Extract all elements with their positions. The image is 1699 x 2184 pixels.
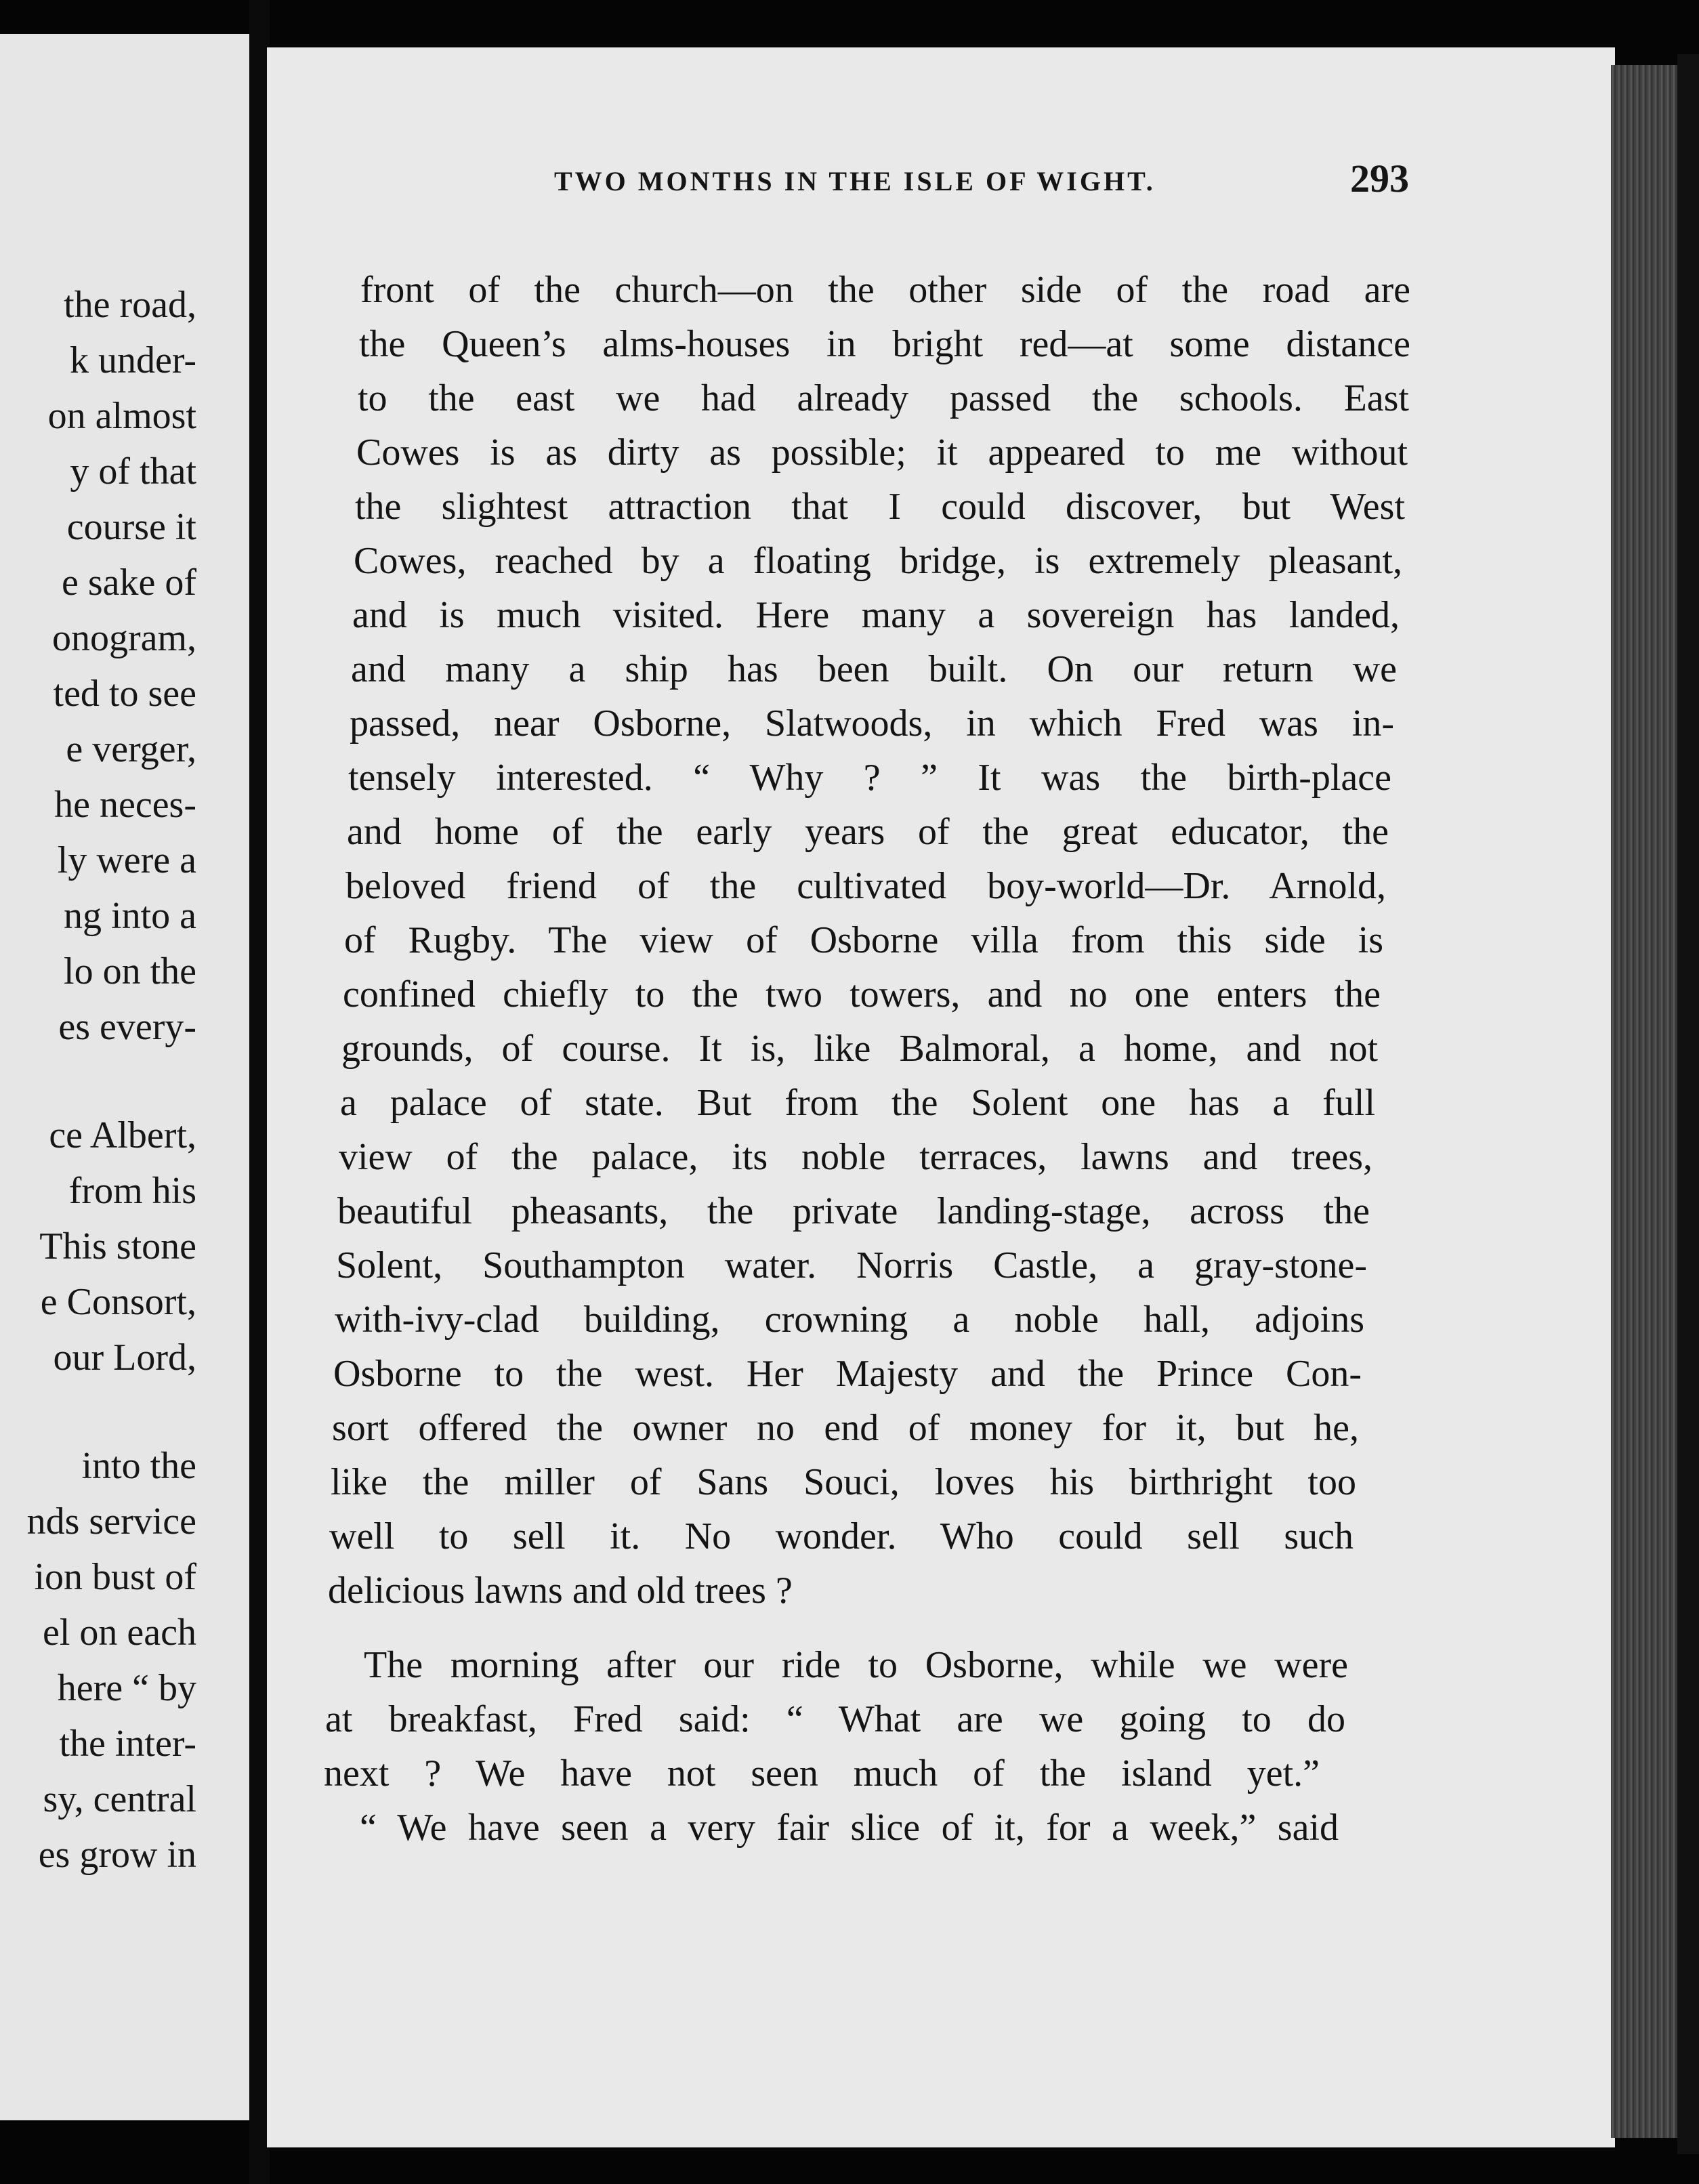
body-line: view of the palace, its noble terraces, lawns and trees, [339, 1136, 1372, 1178]
body-line: passed, near Osborne, Slatwoods, in which Fred was in- [350, 702, 1394, 744]
left-page-line: our Lord, [53, 1337, 196, 1379]
body-line: Solent, Southampton water. Norris Castle, a gray-stone- [336, 1244, 1367, 1286]
left-page-line: e sake of [61, 562, 196, 604]
left-page-line: lo on the [64, 950, 196, 992]
left-page-line: ion bust of [34, 1556, 196, 1598]
body-line: with-ivy-clad building, crowning a noble hall, adjoins [335, 1299, 1364, 1341]
left-page-line: the road, [64, 284, 196, 326]
left-page-line: e verger, [66, 728, 196, 770]
left-page-line: the inter- [59, 1723, 196, 1765]
body-line: and home of the early years of the great educator, the [347, 811, 1389, 853]
left-page-line: ng into a [64, 895, 196, 937]
left-page-line: ly were a [57, 839, 196, 881]
body-line: the slightest attraction that I could discover, but West [355, 486, 1405, 528]
left-page-line: nds service [26, 1500, 196, 1542]
body-line: “ We have seen a very fair slice of it, for a week,” said [360, 1807, 1339, 1849]
body-line: delicious lawns and old trees ? [328, 1570, 793, 1612]
running-head-title: TWO MONTHS IN THE ISLE OF WIGHT. [554, 166, 1156, 196]
body-line: beautiful pheasants, the private landing-stage, across the [337, 1190, 1370, 1232]
left-page-line: es every- [58, 1006, 196, 1048]
left-page-line: sy, central [43, 1778, 196, 1820]
left-page-line: here “ by [57, 1667, 196, 1709]
body-line: like the miller of Sans Souci, loves his birthright too [331, 1461, 1356, 1503]
body-line: beloved friend of the cultivated boy-world—Dr. Arnold, [345, 865, 1386, 907]
body-line: and many a ship has been built. On our return we [351, 648, 1397, 690]
body-line: Osborne to the west. Her Majesty and the Prince Con- [333, 1353, 1362, 1395]
left-page-line: e Consort, [40, 1281, 196, 1323]
body-line: the Queen’s alms-houses in bright red—at some distance [359, 323, 1410, 365]
left-page-line: k under- [69, 339, 196, 381]
body-line: and is much visited. Here many a sovereign has landed, [352, 594, 1400, 636]
running-head [291, 156, 1409, 210]
body-line: of Rugby. The view of Osborne villa from this side is [344, 919, 1383, 961]
left-page-line: ted to see [53, 673, 196, 715]
body-line: confined chiefly to the two towers, and no one enters the [343, 973, 1381, 1015]
body-line: front of the church—on the other side of the road are [360, 269, 1410, 311]
body-line: grounds, of course. It is, like Balmoral, a home, and not [341, 1028, 1378, 1070]
left-page-line: ce Albert, [49, 1114, 196, 1156]
left-page-line: on almost [47, 395, 196, 437]
left-page-line: he neces- [54, 784, 196, 826]
body-line: Cowes is as dirty as possible; it appeared to me without [356, 432, 1408, 474]
left-page-line: y of that [70, 450, 196, 492]
left-page-line: es grow in [38, 1834, 196, 1876]
left-page-line: el on each [43, 1612, 196, 1654]
body-line: well to sell it. No wonder. Who could sell such [329, 1515, 1354, 1557]
body-line: The morning after our ride to Osborne, while we were [364, 1644, 1348, 1686]
left-facing-page [0, 34, 252, 2120]
left-page-line: onogram, [51, 617, 196, 659]
body-line: sort offered the owner no end of money for it, but he, [332, 1407, 1359, 1449]
body-line: at breakfast, Fred said: “ What are we going to do [325, 1698, 1345, 1740]
left-page-line: This stone [39, 1225, 196, 1267]
page-number: 293 [1350, 156, 1409, 201]
left-page-line: into the [81, 1445, 196, 1487]
body-line: next ? We have not seen much of the island yet.” [324, 1752, 1320, 1794]
left-page-line: from his [68, 1170, 196, 1212]
body-line: tensely interested. “ Why ? ” It was the birth-place [348, 757, 1391, 799]
body-line: to the east we had already passed the schools. East [358, 377, 1409, 419]
body-line: Cowes, reached by a floating bridge, is extremely pleasant, [354, 540, 1402, 582]
left-page-line: course it [66, 506, 196, 548]
page-stack-shadow [1677, 54, 1699, 2154]
body-line: a palace of state. But from the Solent one has a full [340, 1082, 1375, 1124]
